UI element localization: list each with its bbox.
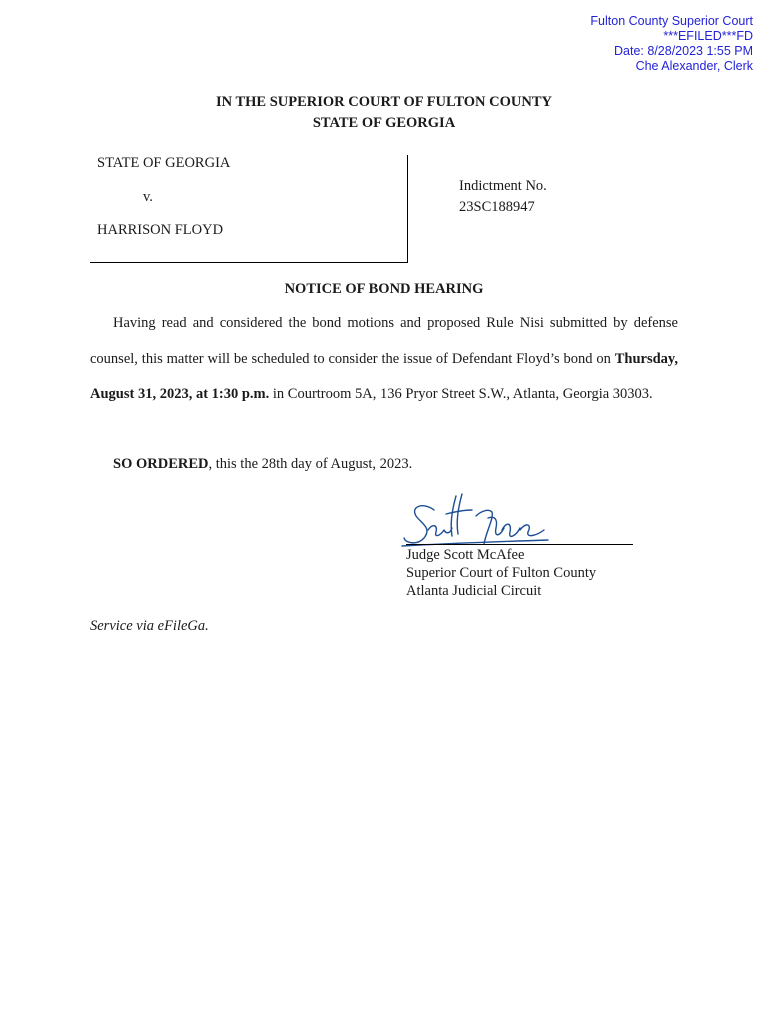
indictment-block: [459, 176, 547, 218]
case-caption-parties: [90, 155, 408, 263]
judge-signature: [398, 488, 558, 552]
indictment-number: 23SC188947: [459, 199, 535, 215]
judge-signature-block: [406, 546, 596, 600]
plaintiff-name: STATE OF GEORGIA: [97, 155, 231, 171]
judge-name: Judge Scott McAfee: [406, 547, 525, 563]
body-paragraph: [90, 306, 678, 413]
body-intro: Having read and considered the bond motions and proposed Rule Nisi submitted by defense counsel, this matter will be scheduled to consider the issue of Defendant Floyd’s bond on: [90, 315, 678, 367]
indictment-label: Indictment No.: [459, 178, 547, 194]
stamp-date: Date: 8/28/2023 1:55 PM: [614, 44, 753, 58]
hearing-location: in Courtroom 5A, 136 Pryor Street S.W., Atlanta, Georgia 30303.: [272, 386, 653, 402]
state-name: STATE OF GEORGIA: [312, 115, 456, 131]
order-line: [90, 456, 412, 473]
service-note: Service via eFileGa.: [90, 618, 209, 634]
so-ordered-label: SO ORDERED: [113, 456, 209, 472]
signature-strokes: [402, 494, 548, 546]
signature-line: [406, 544, 633, 545]
efile-stamp: [590, 14, 753, 74]
stamp-clerk: Che Alexander, Clerk: [635, 59, 753, 73]
defendant-name: HARRISON FLOYD: [97, 222, 224, 238]
hearing-datetime: Thursday, August 31, 2023, at 1:30 p.m.: [90, 350, 679, 402]
judge-court: Superior Court of Fulton County: [406, 565, 597, 581]
notice-title: NOTICE OF BOND HEARING: [284, 281, 484, 297]
versus-label: v.: [143, 189, 153, 205]
stamp-status: ***EFILED***FD: [663, 29, 753, 43]
court-header: [0, 92, 768, 134]
stamp-court: Fulton County Superior Court: [590, 14, 753, 28]
order-date: , this the 28th day of August, 2023.: [208, 456, 413, 472]
judge-circuit: Atlanta Judicial Circuit: [406, 583, 542, 599]
court-name: IN THE SUPERIOR COURT OF FULTON COUNTY: [215, 94, 552, 110]
